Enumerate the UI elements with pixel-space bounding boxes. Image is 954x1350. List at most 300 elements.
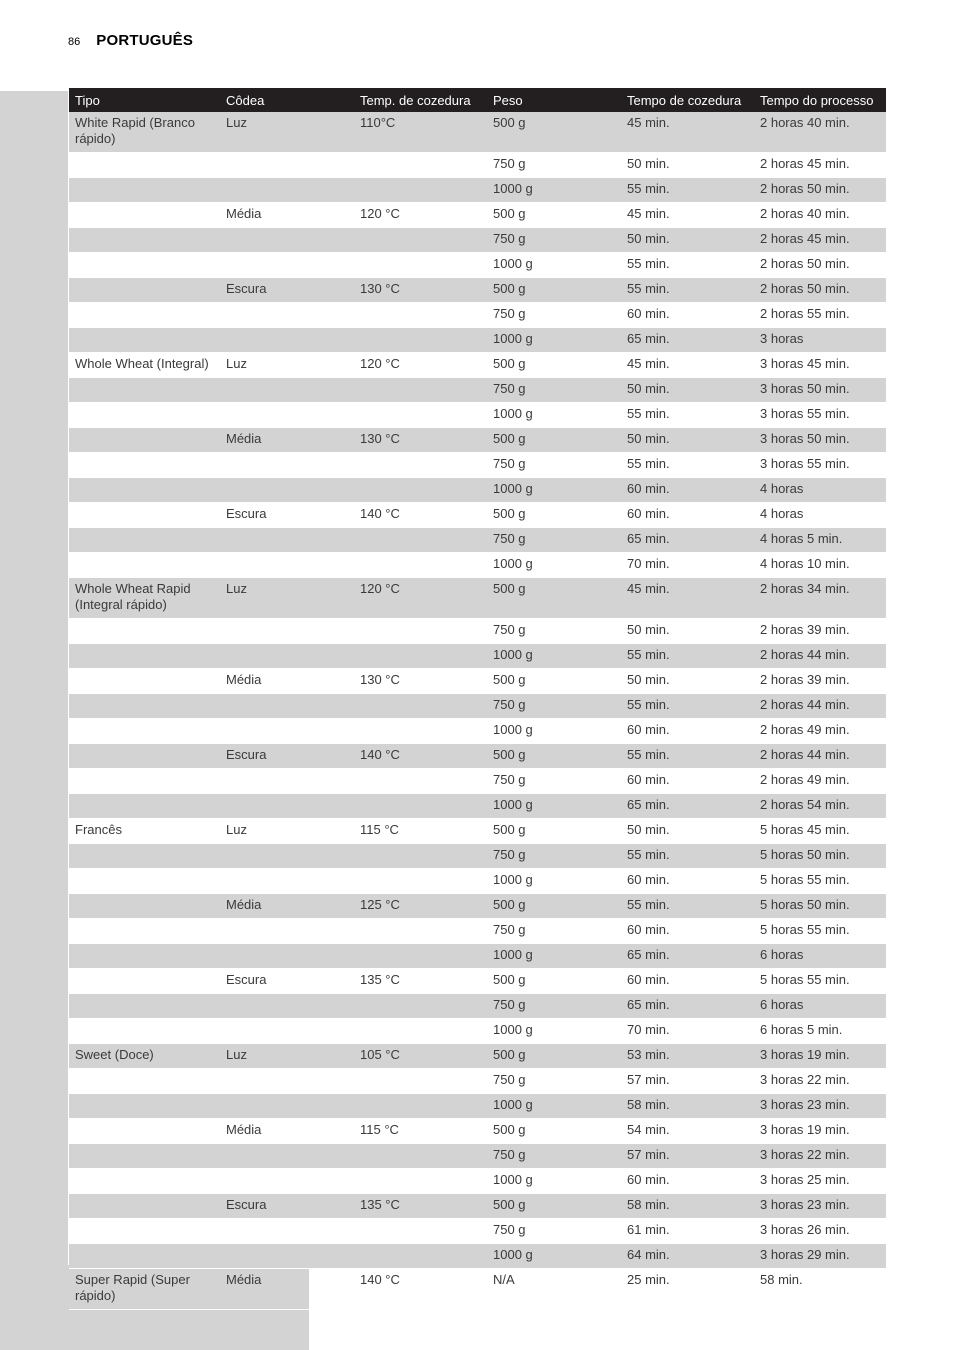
cell-codea: Média — [220, 1119, 354, 1144]
cell-peso: 750 g — [487, 453, 621, 478]
cell-tempo-cozedura: 25 min. — [621, 1269, 754, 1310]
cell-temp — [354, 553, 487, 578]
column-header-peso: Peso — [487, 88, 621, 112]
cell-tipo — [69, 1219, 220, 1244]
cell-tempo-processo: 3 horas 19 min. — [754, 1044, 886, 1069]
cell-temp: 130 °C — [354, 428, 487, 453]
cell-temp — [354, 919, 487, 944]
cell-tempo-cozedura: 57 min. — [621, 1069, 754, 1094]
cell-tipo — [69, 969, 220, 994]
cell-peso: 500 g — [487, 1194, 621, 1219]
cell-temp: 120 °C — [354, 578, 487, 619]
table-row — [69, 719, 886, 744]
cell-tempo-cozedura: 55 min. — [621, 844, 754, 869]
cell-tipo — [69, 919, 220, 944]
cell-peso: 750 g — [487, 844, 621, 869]
cell-tempo-cozedura: 60 min. — [621, 969, 754, 994]
cell-peso: 500 g — [487, 894, 621, 919]
cell-peso: 500 g — [487, 278, 621, 303]
cell-tipo — [69, 1094, 220, 1119]
table-row — [69, 453, 886, 478]
cell-tempo-processo: 5 horas 55 min. — [754, 969, 886, 994]
cell-codea — [220, 994, 354, 1019]
cell-temp — [354, 644, 487, 669]
table-row — [69, 744, 886, 769]
cell-tempo-processo: 5 horas 55 min. — [754, 919, 886, 944]
cell-tempo-processo: 5 horas 50 min. — [754, 844, 886, 869]
table-row — [69, 944, 886, 969]
cell-tempo-processo: 3 horas 25 min. — [754, 1169, 886, 1194]
cell-tempo-cozedura: 57 min. — [621, 1144, 754, 1169]
cell-tempo-cozedura: 60 min. — [621, 919, 754, 944]
cell-peso: 500 g — [487, 819, 621, 844]
cell-peso: 1000 g — [487, 1244, 621, 1269]
cell-tipo — [69, 869, 220, 894]
cell-temp — [354, 719, 487, 744]
cell-tipo — [69, 478, 220, 503]
cell-tempo-cozedura: 65 min. — [621, 528, 754, 553]
cell-peso: 750 g — [487, 619, 621, 644]
cell-temp — [354, 253, 487, 278]
cell-tempo-processo: 2 horas 50 min. — [754, 253, 886, 278]
table-header — [69, 88, 886, 112]
cell-tipo — [69, 794, 220, 819]
cell-tempo-processo: 6 horas — [754, 994, 886, 1019]
cell-tempo-cozedura: 60 min. — [621, 869, 754, 894]
cell-temp — [354, 1219, 487, 1244]
cell-temp — [354, 153, 487, 178]
cell-peso: 1000 g — [487, 1169, 621, 1194]
cell-codea: Média — [220, 669, 354, 694]
cell-peso: 750 g — [487, 1219, 621, 1244]
cell-codea — [220, 303, 354, 328]
cell-temp — [354, 1144, 487, 1169]
column-header-tipo: Tipo — [69, 88, 220, 112]
table-row — [69, 644, 886, 669]
cell-peso: 500 g — [487, 1119, 621, 1144]
table-row — [69, 1044, 886, 1069]
cell-peso: 1000 g — [487, 553, 621, 578]
cell-codea — [220, 1094, 354, 1119]
table-row — [69, 1094, 886, 1119]
cell-tempo-cozedura: 60 min. — [621, 478, 754, 503]
cell-tempo-processo: 3 horas 45 min. — [754, 353, 886, 378]
cell-tempo-cozedura: 55 min. — [621, 894, 754, 919]
cell-peso: 500 g — [487, 744, 621, 769]
cell-peso: 750 g — [487, 919, 621, 944]
table-row — [69, 428, 886, 453]
cell-tempo-cozedura: 60 min. — [621, 503, 754, 528]
cell-tipo — [69, 453, 220, 478]
cell-temp — [354, 619, 487, 644]
cell-tempo-processo: 2 horas 49 min. — [754, 769, 886, 794]
cell-tempo-cozedura: 70 min. — [621, 1019, 754, 1044]
cell-temp — [354, 844, 487, 869]
cell-tempo-cozedura: 55 min. — [621, 744, 754, 769]
cell-tipo — [69, 744, 220, 769]
cell-tempo-cozedura: 54 min. — [621, 1119, 754, 1144]
cell-codea — [220, 1244, 354, 1269]
cell-peso: 750 g — [487, 694, 621, 719]
cell-temp: 130 °C — [354, 669, 487, 694]
cell-peso: 500 g — [487, 1044, 621, 1069]
cell-codea — [220, 1019, 354, 1044]
cell-tempo-cozedura: 58 min. — [621, 1094, 754, 1119]
cell-codea: Média — [220, 1269, 354, 1310]
table-row — [69, 278, 886, 303]
cell-temp — [354, 178, 487, 203]
cell-tempo-processo: 4 horas — [754, 503, 886, 528]
cell-codea: Luz — [220, 353, 354, 378]
cell-peso: 750 g — [487, 994, 621, 1019]
table-row — [69, 378, 886, 403]
cell-peso: 1000 g — [487, 403, 621, 428]
cell-peso: 1000 g — [487, 1019, 621, 1044]
cell-tipo — [69, 769, 220, 794]
table-row — [69, 1244, 886, 1269]
cell-temp: 115 °C — [354, 819, 487, 844]
table-row — [69, 328, 886, 353]
cell-temp: 120 °C — [354, 203, 487, 228]
cell-temp — [354, 869, 487, 894]
cell-peso: N/A — [487, 1269, 621, 1310]
cell-codea: Média — [220, 894, 354, 919]
cell-tipo — [69, 303, 220, 328]
cell-codea — [220, 453, 354, 478]
cell-tempo-cozedura: 50 min. — [621, 378, 754, 403]
cell-tipo — [69, 844, 220, 869]
table-row — [69, 503, 886, 528]
cell-codea — [220, 644, 354, 669]
cell-tempo-processo: 2 horas 44 min. — [754, 744, 886, 769]
table-row — [69, 1219, 886, 1244]
cell-codea — [220, 769, 354, 794]
table-row — [69, 969, 886, 994]
cell-tempo-processo: 2 horas 45 min. — [754, 228, 886, 253]
cell-tempo-processo: 5 horas 45 min. — [754, 819, 886, 844]
cell-tempo-processo: 2 horas 45 min. — [754, 153, 886, 178]
cell-codea: Luz — [220, 578, 354, 619]
cell-codea — [220, 869, 354, 894]
cell-tempo-processo: 2 horas 40 min. — [754, 112, 886, 153]
cell-temp — [354, 528, 487, 553]
table-row — [69, 844, 886, 869]
cell-temp — [354, 403, 487, 428]
cell-codea — [220, 528, 354, 553]
page-number: 86 — [68, 36, 81, 48]
table-row — [69, 1119, 886, 1144]
cell-tempo-cozedura: 50 min. — [621, 428, 754, 453]
cell-tempo-cozedura: 50 min. — [621, 669, 754, 694]
table-row — [69, 478, 886, 503]
cell-tempo-processo: 2 horas 40 min. — [754, 203, 886, 228]
cell-tempo-cozedura: 45 min. — [621, 112, 754, 153]
table-row — [69, 619, 886, 644]
cell-peso: 1000 g — [487, 478, 621, 503]
cell-tipo: White Rapid (Branco rápido) — [69, 112, 220, 153]
page-header — [68, 32, 193, 52]
cell-tempo-cozedura: 45 min. — [621, 353, 754, 378]
cell-temp — [354, 378, 487, 403]
cell-tempo-cozedura: 60 min. — [621, 719, 754, 744]
cell-peso: 1000 g — [487, 719, 621, 744]
cell-tempo-cozedura: 55 min. — [621, 178, 754, 203]
cell-codea: Luz — [220, 1044, 354, 1069]
cell-peso: 750 g — [487, 1144, 621, 1169]
cell-tipo — [69, 1119, 220, 1144]
cell-codea — [220, 553, 354, 578]
cell-codea — [220, 694, 354, 719]
cell-codea: Escura — [220, 969, 354, 994]
baking-table — [69, 88, 886, 1310]
cell-tipo — [69, 619, 220, 644]
cell-temp: 125 °C — [354, 894, 487, 919]
table-row — [69, 1169, 886, 1194]
cell-temp — [354, 1094, 487, 1119]
table-row — [69, 1069, 886, 1094]
cell-tempo-processo: 3 horas 50 min. — [754, 378, 886, 403]
cell-codea — [220, 403, 354, 428]
cell-tempo-processo: 6 horas — [754, 944, 886, 969]
cell-tipo — [69, 994, 220, 1019]
table-row — [69, 769, 886, 794]
cell-tempo-cozedura: 50 min. — [621, 819, 754, 844]
table-row — [69, 228, 886, 253]
cell-tempo-processo: 3 horas 22 min. — [754, 1144, 886, 1169]
cell-tempo-processo: 6 horas 5 min. — [754, 1019, 886, 1044]
cell-tipo — [69, 944, 220, 969]
cell-tempo-processo: 3 horas 23 min. — [754, 1094, 886, 1119]
cell-tempo-processo: 58 min. — [754, 1269, 886, 1310]
cell-peso: 500 g — [487, 969, 621, 994]
cell-tipo — [69, 719, 220, 744]
cell-tipo — [69, 403, 220, 428]
cell-tipo — [69, 694, 220, 719]
cell-codea: Escura — [220, 278, 354, 303]
cell-codea: Luz — [220, 112, 354, 153]
table-row — [69, 994, 886, 1019]
cell-tempo-processo: 5 horas 55 min. — [754, 869, 886, 894]
table-row — [69, 153, 886, 178]
cell-tempo-cozedura: 55 min. — [621, 278, 754, 303]
cell-temp — [354, 1019, 487, 1044]
cell-tempo-processo: 2 horas 39 min. — [754, 619, 886, 644]
cell-temp: 135 °C — [354, 969, 487, 994]
cell-peso: 500 g — [487, 578, 621, 619]
cell-tempo-cozedura: 50 min. — [621, 228, 754, 253]
cell-tipo — [69, 328, 220, 353]
cell-tipo — [69, 894, 220, 919]
cell-codea — [220, 328, 354, 353]
cell-tipo: Francês — [69, 819, 220, 844]
cell-tempo-cozedura: 45 min. — [621, 203, 754, 228]
cell-tipo — [69, 178, 220, 203]
table-row — [69, 1194, 886, 1219]
column-header-tempo-cozedura: Tempo de cozedura — [621, 88, 754, 112]
table-body — [69, 112, 886, 1310]
cell-tipo — [69, 528, 220, 553]
cell-temp — [354, 694, 487, 719]
cell-peso: 500 g — [487, 353, 621, 378]
cell-peso: 750 g — [487, 303, 621, 328]
cell-tempo-cozedura: 64 min. — [621, 1244, 754, 1269]
cell-tempo-processo: 3 horas 50 min. — [754, 428, 886, 453]
table-row — [69, 353, 886, 378]
table-row — [69, 819, 886, 844]
cell-peso: 750 g — [487, 528, 621, 553]
column-header-tempo-processo: Tempo do processo — [754, 88, 886, 112]
cell-peso: 1000 g — [487, 1094, 621, 1119]
cell-temp — [354, 1169, 487, 1194]
cell-tempo-processo: 2 horas 50 min. — [754, 278, 886, 303]
table-row — [69, 669, 886, 694]
cell-codea: Média — [220, 203, 354, 228]
column-header-temp: Temp. de cozedura — [354, 88, 487, 112]
cell-tempo-processo: 3 horas 22 min. — [754, 1069, 886, 1094]
cell-temp — [354, 328, 487, 353]
cell-tipo: Sweet (Doce) — [69, 1044, 220, 1069]
cell-peso: 500 g — [487, 203, 621, 228]
cell-tipo — [69, 153, 220, 178]
cell-codea — [220, 844, 354, 869]
cell-temp — [354, 1069, 487, 1094]
cell-codea — [220, 944, 354, 969]
cell-tempo-processo: 3 horas 26 min. — [754, 1219, 886, 1244]
table-row — [69, 1144, 886, 1169]
cell-codea — [220, 478, 354, 503]
cell-codea — [220, 253, 354, 278]
cell-tipo — [69, 278, 220, 303]
cell-peso: 750 g — [487, 769, 621, 794]
cell-codea — [220, 919, 354, 944]
cell-tempo-processo: 4 horas — [754, 478, 886, 503]
cell-codea — [220, 153, 354, 178]
cell-codea — [220, 619, 354, 644]
table-row — [69, 553, 886, 578]
cell-codea: Média — [220, 428, 354, 453]
cell-temp — [354, 453, 487, 478]
table-row — [69, 203, 886, 228]
table-row — [69, 694, 886, 719]
cell-peso: 1000 g — [487, 328, 621, 353]
column-header-codea: Côdea — [220, 88, 354, 112]
cell-tempo-cozedura: 58 min. — [621, 1194, 754, 1219]
table-row — [69, 253, 886, 278]
cell-peso: 1000 g — [487, 944, 621, 969]
cell-tempo-processo: 3 horas 23 min. — [754, 1194, 886, 1219]
cell-tipo — [69, 228, 220, 253]
cell-codea: Escura — [220, 1194, 354, 1219]
language-heading: PORTUGUÊS — [96, 32, 194, 49]
cell-tempo-cozedura: 65 min. — [621, 944, 754, 969]
cell-codea — [220, 794, 354, 819]
cell-temp — [354, 478, 487, 503]
cell-tempo-processo: 2 horas 49 min. — [754, 719, 886, 744]
cell-temp — [354, 994, 487, 1019]
cell-peso: 500 g — [487, 428, 621, 453]
cell-tempo-processo: 4 horas 10 min. — [754, 553, 886, 578]
cell-tempo-cozedura: 50 min. — [621, 153, 754, 178]
table-row — [69, 919, 886, 944]
cell-codea — [220, 378, 354, 403]
cell-tipo — [69, 1169, 220, 1194]
table-row — [69, 178, 886, 203]
table-row — [69, 1019, 886, 1044]
cell-peso: 500 g — [487, 112, 621, 153]
cell-tempo-cozedura: 55 min. — [621, 453, 754, 478]
cell-tipo — [69, 1069, 220, 1094]
cell-tempo-cozedura: 55 min. — [621, 403, 754, 428]
cell-temp — [354, 228, 487, 253]
cell-temp: 140 °C — [354, 503, 487, 528]
cell-temp: 120 °C — [354, 353, 487, 378]
left-margin-band — [0, 91, 68, 1350]
table-header-row — [69, 88, 886, 112]
cell-codea — [220, 228, 354, 253]
cell-tipo — [69, 669, 220, 694]
table-row — [69, 794, 886, 819]
cell-tipo — [69, 553, 220, 578]
cell-tempo-processo: 2 horas 44 min. — [754, 694, 886, 719]
cell-peso: 1000 g — [487, 869, 621, 894]
cell-tempo-cozedura: 55 min. — [621, 644, 754, 669]
cell-tempo-processo: 3 horas — [754, 328, 886, 353]
cell-tempo-cozedura: 60 min. — [621, 769, 754, 794]
table-row — [69, 869, 886, 894]
cell-temp: 130 °C — [354, 278, 487, 303]
cell-tipo — [69, 378, 220, 403]
cell-peso: 750 g — [487, 153, 621, 178]
cell-codea: Escura — [220, 503, 354, 528]
cell-codea — [220, 1169, 354, 1194]
cell-tempo-cozedura: 55 min. — [621, 253, 754, 278]
cell-codea — [220, 1144, 354, 1169]
cell-peso: 750 g — [487, 228, 621, 253]
cell-temp: 135 °C — [354, 1194, 487, 1219]
cell-codea — [220, 178, 354, 203]
cell-tempo-cozedura: 55 min. — [621, 694, 754, 719]
cell-tempo-cozedura: 65 min. — [621, 994, 754, 1019]
cell-tempo-cozedura: 60 min. — [621, 1169, 754, 1194]
table-row — [69, 578, 886, 619]
cell-temp — [354, 769, 487, 794]
cell-temp: 110°C — [354, 112, 487, 153]
cell-tipo — [69, 644, 220, 669]
cell-tempo-cozedura: 53 min. — [621, 1044, 754, 1069]
cell-tempo-processo: 2 horas 54 min. — [754, 794, 886, 819]
cell-tempo-processo: 4 horas 5 min. — [754, 528, 886, 553]
cell-tempo-cozedura: 60 min. — [621, 303, 754, 328]
cell-tipo — [69, 203, 220, 228]
cell-tempo-cozedura: 70 min. — [621, 553, 754, 578]
cell-tipo: Super Rapid (Super rápido) — [69, 1269, 220, 1310]
cell-tipo: Whole Wheat Rapid (Integral rápido) — [69, 578, 220, 619]
cell-tipo — [69, 1144, 220, 1169]
cell-tempo-cozedura: 65 min. — [621, 794, 754, 819]
table-row — [69, 894, 886, 919]
cell-temp: 105 °C — [354, 1044, 487, 1069]
cell-temp — [354, 944, 487, 969]
cell-codea: Luz — [220, 819, 354, 844]
cell-peso: 1000 g — [487, 178, 621, 203]
cell-tempo-cozedura: 65 min. — [621, 328, 754, 353]
cell-temp: 115 °C — [354, 1119, 487, 1144]
cell-peso: 500 g — [487, 669, 621, 694]
cell-tempo-processo: 5 horas 50 min. — [754, 894, 886, 919]
cell-tipo — [69, 1019, 220, 1044]
cell-tempo-cozedura: 50 min. — [621, 619, 754, 644]
table-row — [69, 1269, 886, 1310]
